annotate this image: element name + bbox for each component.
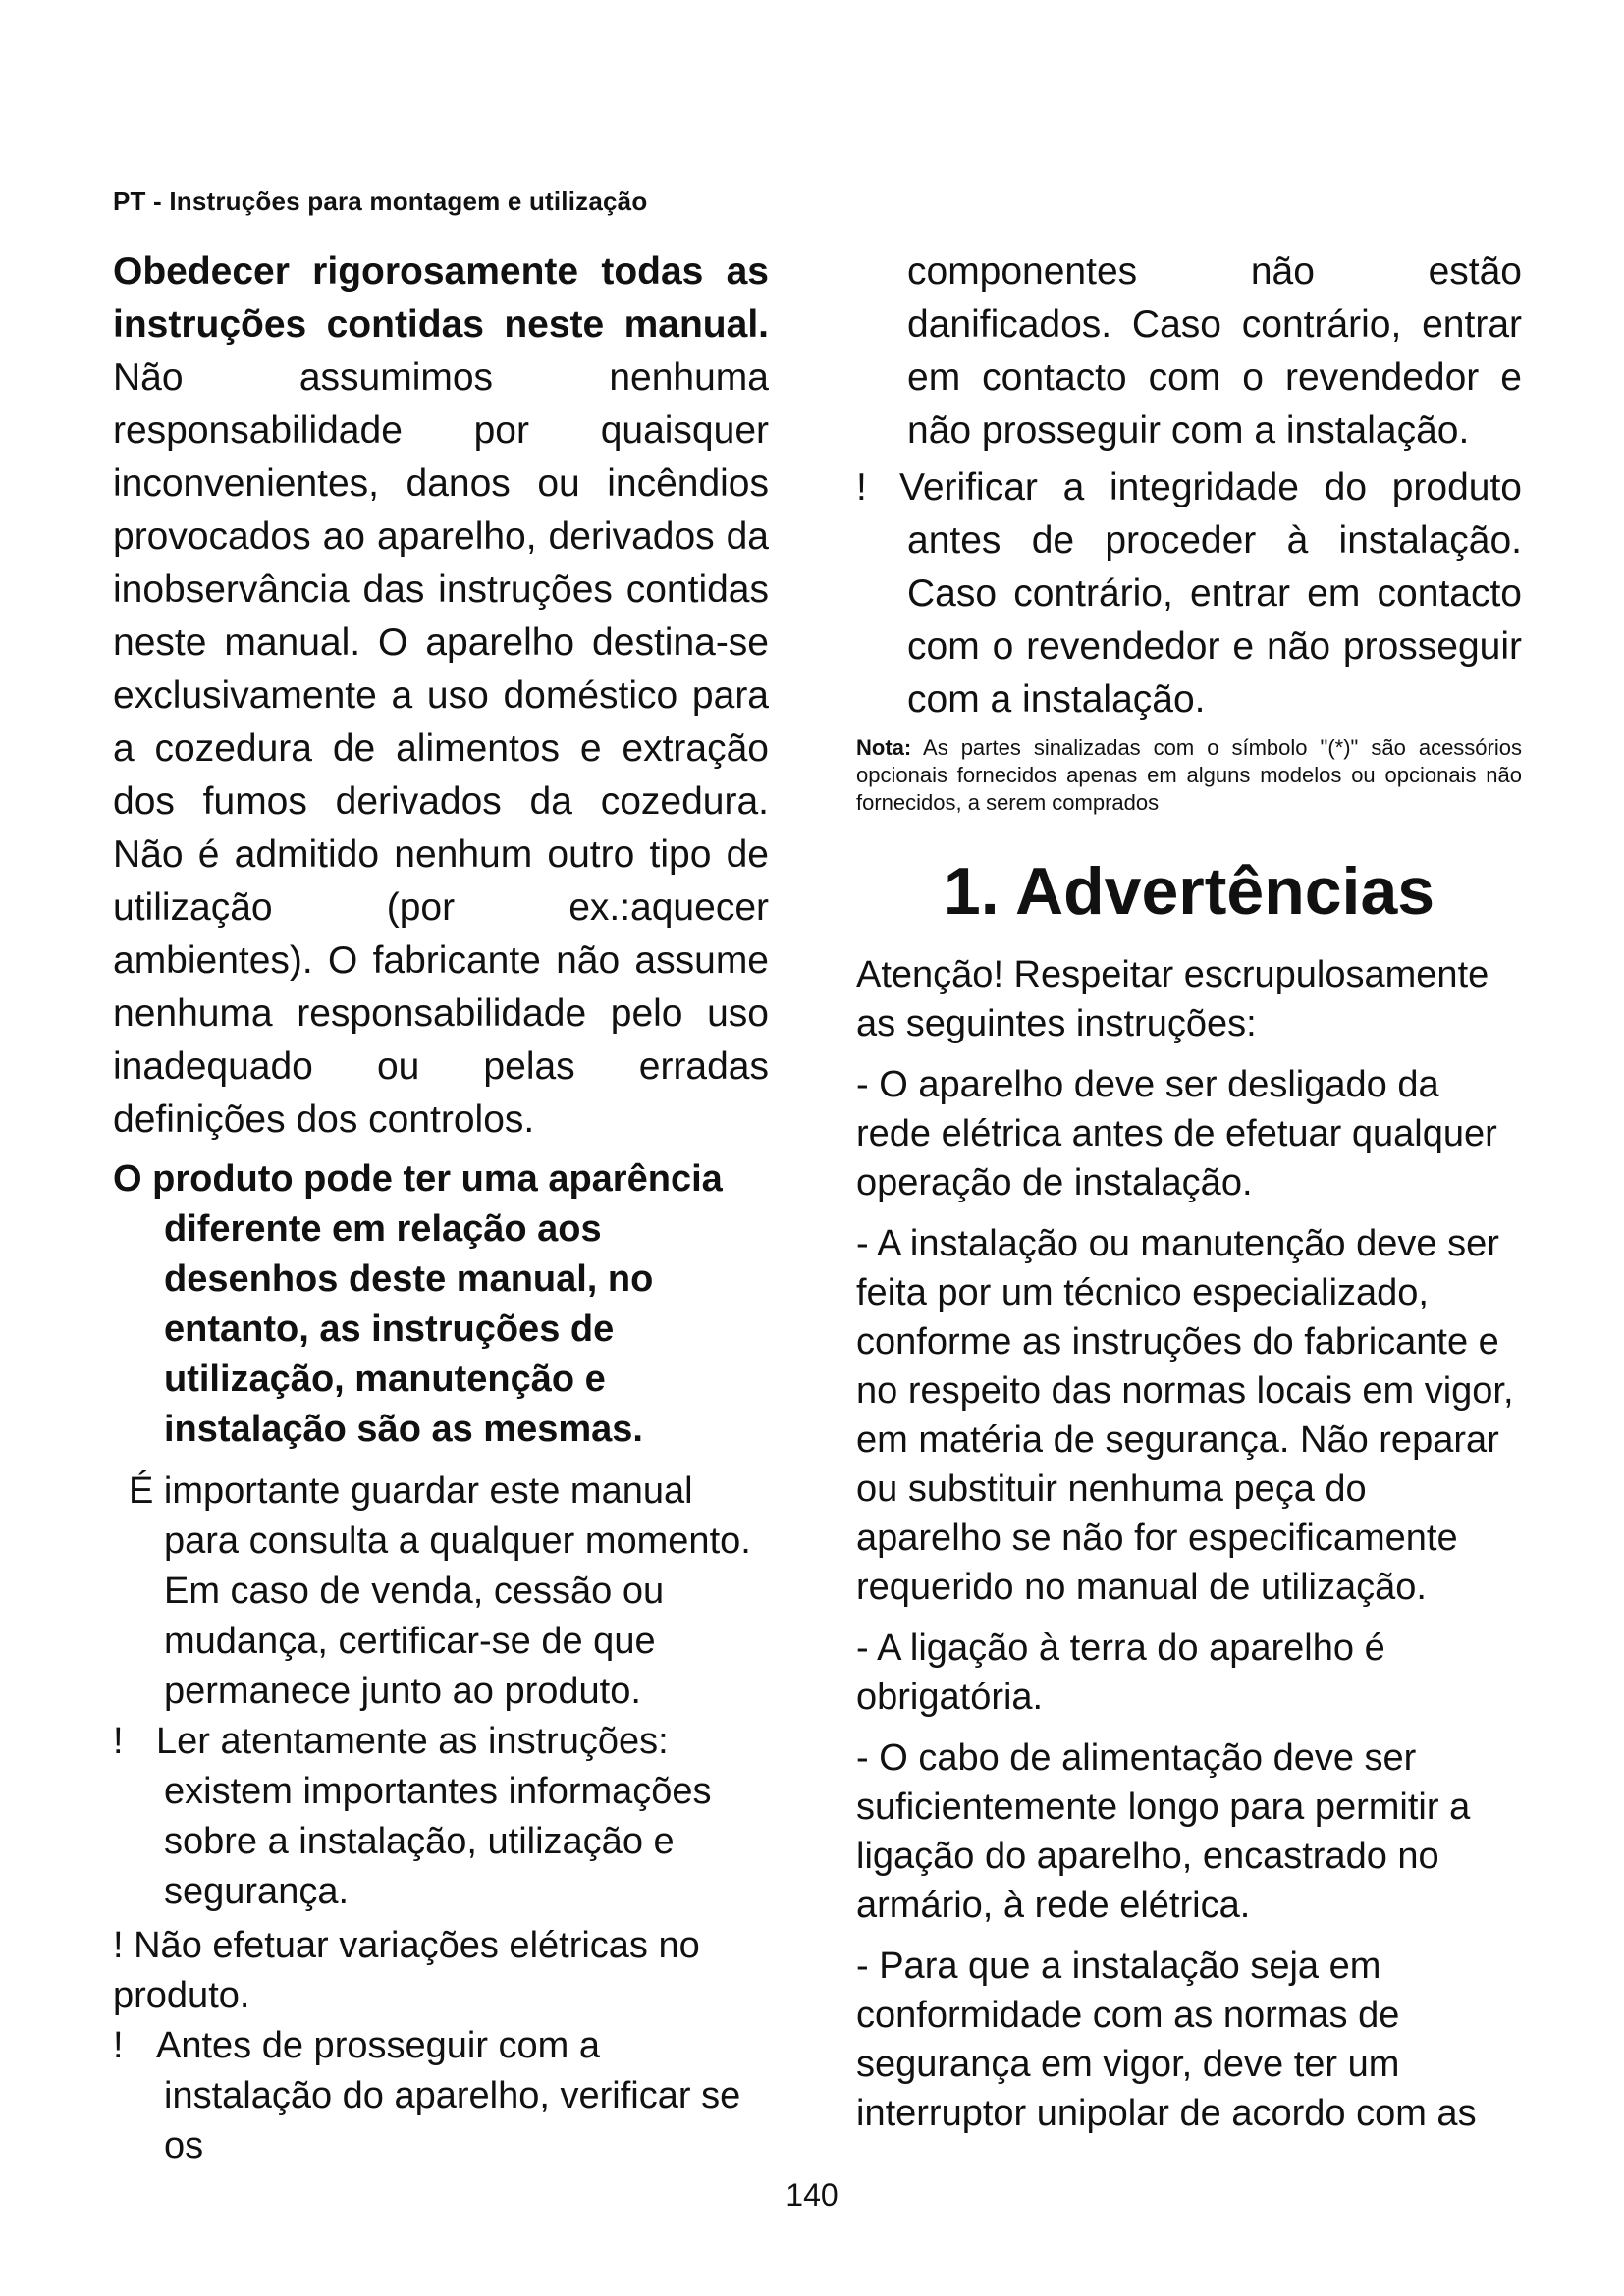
warning-mark: !	[113, 1721, 124, 1762]
note-text: As partes sinalizadas com o símbolo "(*)" são acessórios opcionais fornecidos apenas em alguns modelos ou opcionais não fornecidos, a serem comprados	[856, 735, 1522, 815]
intro-bold: Obedecer rigorosamente todas as instruções contidas neste manual.	[113, 250, 769, 346]
appearance-note: O produto pode ter uma aparência diferente em relação aos desenhos deste manual, no entanto, as instruções de utilização, manutenção e instalação são as mesmas.	[113, 1158, 723, 1450]
left-column	[113, 245, 769, 2171]
warning-before-install	[113, 2021, 769, 2171]
warning-mark: !	[856, 466, 867, 508]
right-column	[856, 245, 1522, 2150]
list-item: - A ligação à terra do aparelho é obrigatória.	[856, 1628, 1385, 1718]
warning-mark: !	[113, 2025, 124, 2066]
warning-read-instructions	[113, 1717, 769, 1917]
list-item: - O cabo de alimentação deve ser suficientemente longo para permitir a ligação do aparelho, encastrado no armário, à rede elétrica.	[856, 1737, 1471, 1926]
list-item: - O aparelho deve ser desligado da rede elétrica antes de efetuar qualquer operação de instalação.	[856, 1064, 1497, 1203]
note-label: Nota:	[856, 735, 912, 760]
intro-text: Não assumimos nenhuma responsabilidade por quaisquer inconvenientes, danos ou incêndios provocados ao aparelho, derivados da inobservância das instruções contidas neste manual. O aparelho destina-se exclusivamente a uso doméstico para a cozedura de alimentos e extração dos fumos derivados da cozedura. Não é admitido nenhum outro tipo de utilização (por ex.:aquecer ambientes). O fabricante não assume nenhuma responsabilidade pelo uso inadequado ou pelas erradas definições dos controlos.	[113, 356, 769, 1141]
warning-integrity	[856, 461, 1522, 726]
page-header: PT - Instruções para montagem e utilização	[113, 187, 648, 216]
list-item: - Para que a instalação seja em conformidade com as normas de segurança em vigor, deve ter um interruptor unipolar de acordo com as	[856, 1946, 1477, 2134]
list-item: - A instalação ou manutenção deve ser feita por um técnico especializado, conforme as instruções do fabricante e no respeito das normas locais em vigor, em matéria de segurança. Não reparar ou substituir nenhuma peça do aparelho se não for especificamente requerido no manual de utilização.	[856, 1223, 1514, 1608]
warning-text: Verificar a integridade do produto antes de proceder à instalação. Caso contrário, entrar em contacto com o revendedor e não prosseguir com a instalação.	[899, 466, 1522, 721]
intro-paragraph	[113, 245, 769, 1147]
warning-electrical: ! Não efetuar variações elétricas no produto.	[113, 1925, 700, 2016]
note	[856, 734, 1522, 817]
keep-manual-note: É importante guardar este manual para consulta a qualquer momento. Em caso de venda, cessão ou mudança, certificar-se de que permanece junto ao produto.	[129, 1470, 751, 1712]
continued-text: componentes não estão danificados. Caso contrário, entrar em contacto com o revendedor e não prosseguir com a instalação.	[907, 250, 1522, 452]
warning-text: Antes de prosseguir com a instalação do aparelho, verificar se os	[156, 2025, 741, 2166]
attention-text: Atenção! Respeitar escrupulosamente as seguintes instruções:	[856, 954, 1489, 1044]
section-heading: 1. Advertências	[943, 854, 1435, 929]
warning-text: Ler atentamente as instruções: existem importantes informações sobre a instalação, utilização e segurança.	[156, 1721, 712, 1912]
page-number: 140	[785, 2177, 839, 2213]
